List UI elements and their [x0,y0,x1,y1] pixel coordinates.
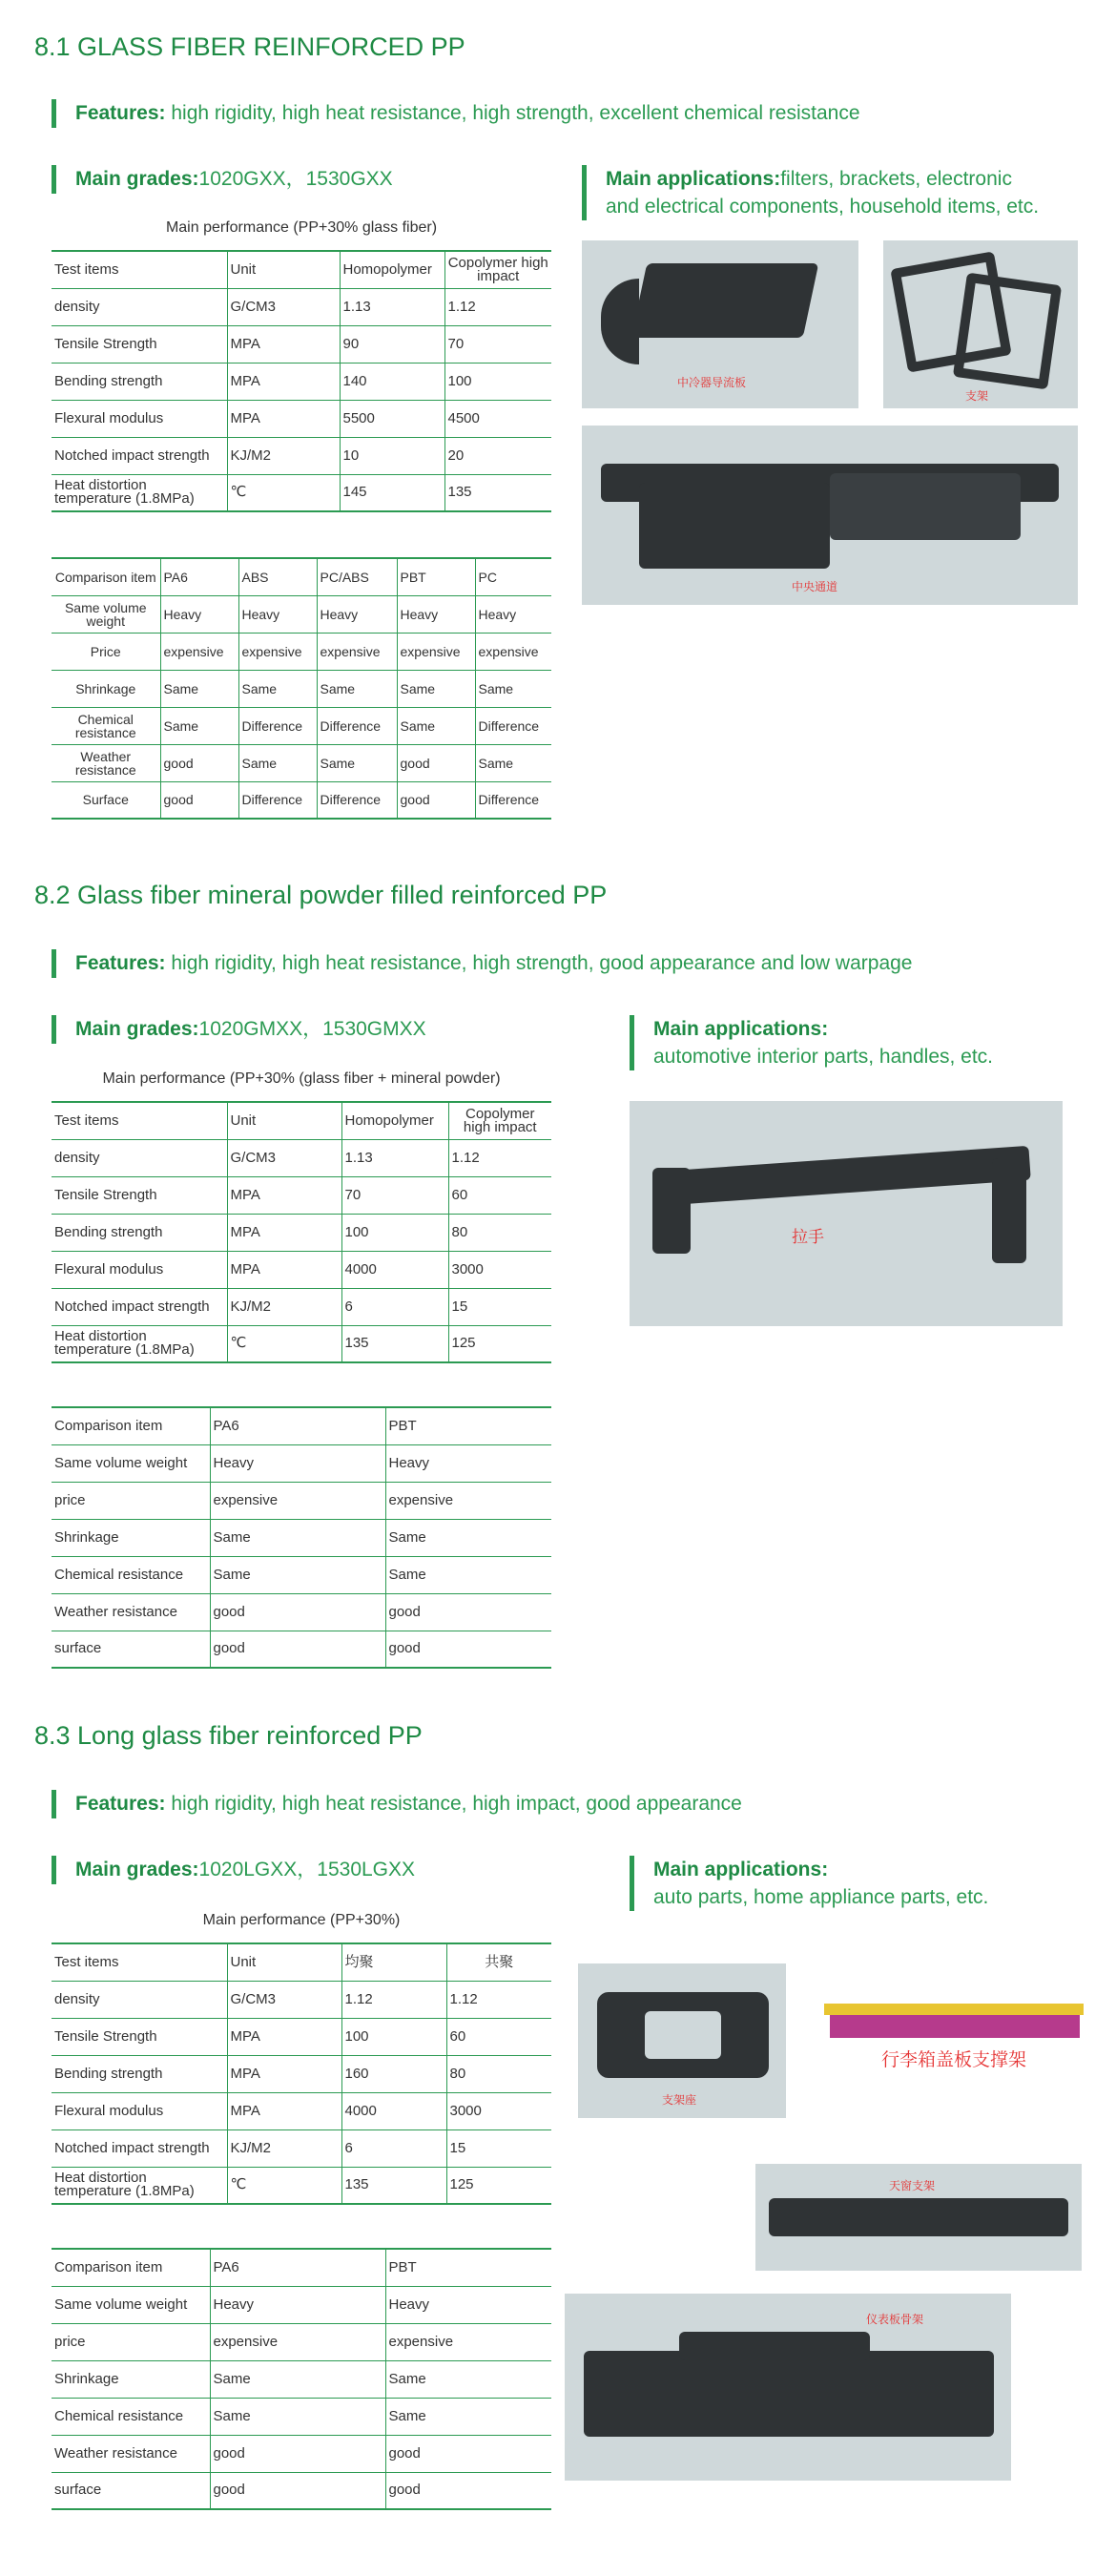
table-cell: 60 [448,1176,551,1214]
table-cell: density [52,288,227,325]
comparison-row [52,744,551,781]
table-cell: Same [385,2398,551,2435]
table-cell: Same [210,2398,385,2435]
performance-row [52,2055,551,2092]
table-cell: good [385,2472,551,2509]
performance-table [52,1942,551,2205]
table-cell: 60 [446,2018,551,2055]
apps-text: auto parts, home appliance parts, etc. [653,1886,989,1908]
header-cell: PBT [385,2249,551,2286]
table-cell: 1.13 [340,288,444,325]
grades-label: Main grades: [75,1018,199,1040]
table-cell: expensive [397,633,475,670]
photo-center-console [582,426,1078,605]
performance-row [52,1251,551,1288]
performance-row [52,1325,551,1362]
table-cell: Same [238,670,317,707]
table-cell: 10 [340,437,444,474]
table-cell: 20 [444,437,551,474]
header-cell: Copolymer high impact [444,251,551,288]
table-cell: 1.13 [341,1139,448,1176]
table-cell: Difference [475,781,551,819]
photo-air-deflector [582,240,858,408]
table-cell: expensive [317,633,397,670]
table-cell: Same [397,670,475,707]
table-cell: 135 [444,474,551,511]
photo-label: 行李箱盖板支撑架 [881,2050,1027,2070]
table-cell: 6 [341,1288,448,1325]
header-cell: Comparison item [52,558,160,595]
table-cell: 6 [341,2129,446,2167]
table-cell: Heavy [385,2286,551,2323]
photo-handle [630,1101,1063,1326]
main-grades [52,1015,426,1044]
table-cell: 1.12 [446,1981,551,2018]
table-cell: 100 [444,363,551,400]
comparison-row [52,2472,551,2509]
grades-text: 1020GXX，1530GXX [198,168,393,190]
table-cell: 70 [341,1176,448,1214]
table-cell: Shrinkage [52,670,160,707]
table-cell: Flexural modulus [52,1251,227,1288]
performance-table [52,250,551,512]
header-cell: PA6 [160,558,238,595]
section-title-8-1: 8.1 GLASS FIBER REINFORCED PP [34,32,465,61]
section-title-8-3: 8.3 Long glass fiber reinforced PP [34,1721,423,1750]
table-cell: expensive [475,633,551,670]
table-cell: 160 [341,2055,446,2092]
table-cell: 3000 [448,1251,551,1288]
perf-caption: Main performance (PP+30% (glass fiber + mineral powder) [102,1070,501,1087]
table-cell: Notched impact strength [52,1288,227,1325]
performance-row [52,2167,551,2204]
table-cell: Weather resistance [52,1593,210,1631]
header-cell: PC [475,558,551,595]
table-cell: Same volume weight [52,1444,210,1482]
table-cell: 135 [341,1325,448,1362]
performance-header-row [52,1102,551,1139]
table-cell: Heat distortion temperature (1.8MPa) [52,1325,227,1362]
performance-row [52,437,551,474]
table-cell: surface [52,2472,210,2509]
header-cell: Test items [52,251,227,288]
features-label: Features: [75,102,166,124]
table-cell: KJ/M2 [227,437,340,474]
table-cell: Same [238,744,317,781]
comparison-row [52,781,551,819]
main-applications [582,165,1078,220]
header-cell: Comparison item [52,2249,210,2286]
table-cell: Heavy [397,595,475,633]
performance-table [52,1101,551,1363]
table-cell: 1.12 [448,1139,551,1176]
table-cell: Bending strength [52,2055,227,2092]
table-cell: G/CM3 [227,288,340,325]
table-cell: 140 [340,363,444,400]
grades-text: 1020GMXX，1530GMXX [198,1018,426,1040]
performance-row [52,1288,551,1325]
table-cell: Tensile Strength [52,325,227,363]
table-cell: Difference [317,781,397,819]
table-cell: MPA [227,2018,341,2055]
photo-bracket-seat [578,1963,786,2118]
table-cell: Heavy [317,595,397,633]
table-cell: expensive [160,633,238,670]
comparison-row [52,2435,551,2472]
table-cell: Notched impact strength [52,437,227,474]
apps-text-2: and electrical components, household items, etc. [606,196,1040,218]
comparison-row [52,2360,551,2398]
table-cell: KJ/M2 [227,1288,341,1325]
header-cell: PBT [397,558,475,595]
table-cell: ℃ [227,1325,341,1362]
apps-text: automotive interior parts, handles, etc. [653,1046,994,1068]
photo-label: 仪表板骨架 [866,2313,924,2326]
performance-row [52,2018,551,2055]
comparison-row [52,707,551,744]
table-cell: Chemical resistance [52,1556,210,1593]
photo-label: 支架座 [662,2093,697,2107]
table-cell: 4000 [341,1251,448,1288]
performance-row [52,1176,551,1214]
table-cell: density [52,1139,227,1176]
table-cell: MPA [227,400,340,437]
table-cell: good [397,744,475,781]
photo-label: 天窗支架 [889,2179,936,2192]
photo-bracket [883,240,1078,408]
table-cell: 80 [446,2055,551,2092]
table-cell: expensive [238,633,317,670]
table-cell: Same [160,707,238,744]
comparison-row [52,2323,551,2360]
table-cell: Same [210,1519,385,1556]
main-grades [52,1856,415,1884]
table-cell: Chemical resistance [52,2398,210,2435]
table-cell: MPA [227,325,340,363]
table-cell: good [210,2435,385,2472]
table-cell: 80 [448,1214,551,1251]
table-cell: Difference [475,707,551,744]
table-cell: ℃ [227,474,340,511]
table-cell: G/CM3 [227,1981,341,2018]
header-cell: Homopolymer [340,251,444,288]
table-cell: good [385,2435,551,2472]
comparison-row [52,633,551,670]
comparison-row [52,1444,551,1482]
table-cell: good [210,2472,385,2509]
comparison-row [52,1519,551,1556]
table-cell: 100 [341,2018,446,2055]
features-label: Features: [75,1793,166,1815]
table-cell: expensive [210,1482,385,1519]
table-cell: 90 [340,325,444,363]
photo-label: 支架 [965,389,989,403]
comparison-table [52,1406,551,1669]
table-cell: Heavy [238,595,317,633]
table-cell: price [52,2323,210,2360]
header-cell: PBT [385,1407,551,1444]
header-cell: Unit [227,1943,341,1981]
header-cell: 均聚 [341,1943,446,1981]
apps-label: Main applications: [653,1018,829,1040]
table-cell: 1.12 [444,288,551,325]
comparison-table [52,2248,551,2510]
table-cell: expensive [210,2323,385,2360]
features-line [52,949,913,978]
table-cell: 125 [446,2167,551,2204]
table-cell: Difference [238,781,317,819]
table-cell: Same [385,1519,551,1556]
table-cell: MPA [227,2055,341,2092]
table-cell: Same volume weight [52,595,160,633]
table-cell: Flexural modulus [52,2092,227,2129]
comparison-header-row [52,558,551,595]
apps-label: Main applications: [606,168,781,190]
comparison-row [52,2398,551,2435]
comparison-row [52,595,551,633]
performance-row [52,1981,551,2018]
table-cell: 1.12 [341,1981,446,2018]
table-cell: 4000 [341,2092,446,2129]
table-cell: Same [210,2360,385,2398]
table-cell: Difference [238,707,317,744]
performance-row [52,2129,551,2167]
performance-row [52,363,551,400]
comparison-row [52,1593,551,1631]
grades-label: Main grades: [75,168,199,190]
table-cell: 15 [448,1288,551,1325]
table-cell: Bending strength [52,363,227,400]
performance-row [52,325,551,363]
table-cell: 4500 [444,400,551,437]
table-cell: density [52,1981,227,2018]
table-cell: Same [160,670,238,707]
table-cell: Shrinkage [52,2360,210,2398]
grades-label: Main grades: [75,1859,199,1880]
table-cell: Weather resistance [52,2435,210,2472]
grades-text: 1020LGXX，1530LGXX [198,1859,416,1880]
table-cell: expensive [385,2323,551,2360]
comparison-row [52,1631,551,1668]
header-cell: PA6 [210,2249,385,2286]
table-cell: price [52,1482,210,1519]
table-cell: G/CM3 [227,1139,341,1176]
table-cell: Chemical resistance [52,707,160,744]
table-cell: Weather resistance [52,744,160,781]
table-cell: Difference [317,707,397,744]
table-cell: Heavy [210,2286,385,2323]
table-cell: 3000 [446,2092,551,2129]
features-label: Features: [75,952,166,974]
features-text: high rigidity, high heat resistance, high strength, excellent chemical resistance [165,102,860,124]
comparison-header-row [52,1407,551,1444]
performance-row [52,1139,551,1176]
photo-label: 拉手 [792,1228,824,1246]
main-applications [630,1015,1078,1070]
header-cell: 共聚 [446,1943,551,1981]
comparison-header-row [52,2249,551,2286]
table-cell: expensive [385,1482,551,1519]
table-cell: good [397,781,475,819]
table-cell: 100 [341,1214,448,1251]
section-title-8-2: 8.2 Glass fiber mineral powder filled reinforced PP [34,881,608,909]
table-cell: Notched impact strength [52,2129,227,2167]
table-cell: good [385,1593,551,1631]
comparison-row [52,2286,551,2323]
table-cell: 15 [446,2129,551,2167]
table-cell: Same [210,1556,385,1593]
features-line [52,1790,742,1818]
table-cell: Surface [52,781,160,819]
header-cell: Copolymer high impact [448,1102,551,1139]
header-cell: Test items [52,1943,227,1981]
header-cell: Test items [52,1102,227,1139]
table-cell: Same [317,744,397,781]
table-cell: good [160,744,238,781]
table-cell: 145 [340,474,444,511]
table-cell: Same [385,1556,551,1593]
table-cell: Same [397,707,475,744]
perf-caption: Main performance (PP+30%) [202,1912,401,1928]
table-cell: Bending strength [52,1214,227,1251]
table-cell: Flexural modulus [52,400,227,437]
header-cell: PC/ABS [317,558,397,595]
table-cell: Tensile Strength [52,1176,227,1214]
comparison-row [52,1482,551,1519]
main-grades [52,165,393,194]
performance-header-row [52,251,551,288]
table-cell: Heavy [385,1444,551,1482]
photo-label: 中央通道 [792,580,838,593]
table-cell: MPA [227,1214,341,1251]
table-cell: Same volume weight [52,2286,210,2323]
table-cell: ℃ [227,2167,341,2204]
comparison-table [52,557,551,820]
apps-label: Main applications: [653,1859,829,1880]
table-cell: Tensile Strength [52,2018,227,2055]
table-cell: Heat distortion temperature (1.8MPa) [52,474,227,511]
photo-trunk-lid-support [824,2004,1084,2089]
table-cell: Price [52,633,160,670]
photo-sunroof-bracket [755,2164,1082,2271]
table-cell: good [210,1631,385,1668]
table-cell: MPA [227,2092,341,2129]
table-cell: MPA [227,1176,341,1214]
perf-caption: Main performance (PP+30% glass fiber) [165,219,438,236]
table-cell: Heavy [160,595,238,633]
photo-label: 中冷器导流板 [677,376,747,389]
table-cell: Shrinkage [52,1519,210,1556]
performance-row [52,474,551,511]
comparison-row [52,1556,551,1593]
table-cell: Same [385,2360,551,2398]
table-cell: 5500 [340,400,444,437]
main-applications [630,1856,1078,1911]
photo-dashboard-frame [565,2294,1011,2481]
table-cell: Heat distortion temperature (1.8MPa) [52,2167,227,2204]
table-cell: Heavy [210,1444,385,1482]
features-line [52,99,860,128]
comparison-row [52,670,551,707]
performance-row [52,2092,551,2129]
table-cell: 70 [444,325,551,363]
header-cell: Unit [227,1102,341,1139]
header-cell: Homopolymer [341,1102,448,1139]
table-cell: MPA [227,363,340,400]
apps-text: filters, brackets, electronic [780,168,1012,190]
features-text: high rigidity, high heat resistance, high strength, good appearance and low warpage [165,952,913,974]
table-cell: good [210,1593,385,1631]
table-cell: Same [475,744,551,781]
table-cell: KJ/M2 [227,2129,341,2167]
table-cell: MPA [227,1251,341,1288]
header-cell: Comparison item [52,1407,210,1444]
performance-row [52,288,551,325]
table-cell: good [160,781,238,819]
header-cell: ABS [238,558,317,595]
table-cell: Heavy [475,595,551,633]
features-text: high rigidity, high heat resistance, high impact, good appearance [165,1793,742,1815]
performance-header-row [52,1943,551,1981]
table-cell: Same [317,670,397,707]
table-cell: Same [475,670,551,707]
table-cell: surface [52,1631,210,1668]
header-cell: PA6 [210,1407,385,1444]
header-cell: Unit [227,251,340,288]
table-cell: 135 [341,2167,446,2204]
performance-row [52,400,551,437]
performance-row [52,1214,551,1251]
table-cell: good [385,1631,551,1668]
table-cell: 125 [448,1325,551,1362]
